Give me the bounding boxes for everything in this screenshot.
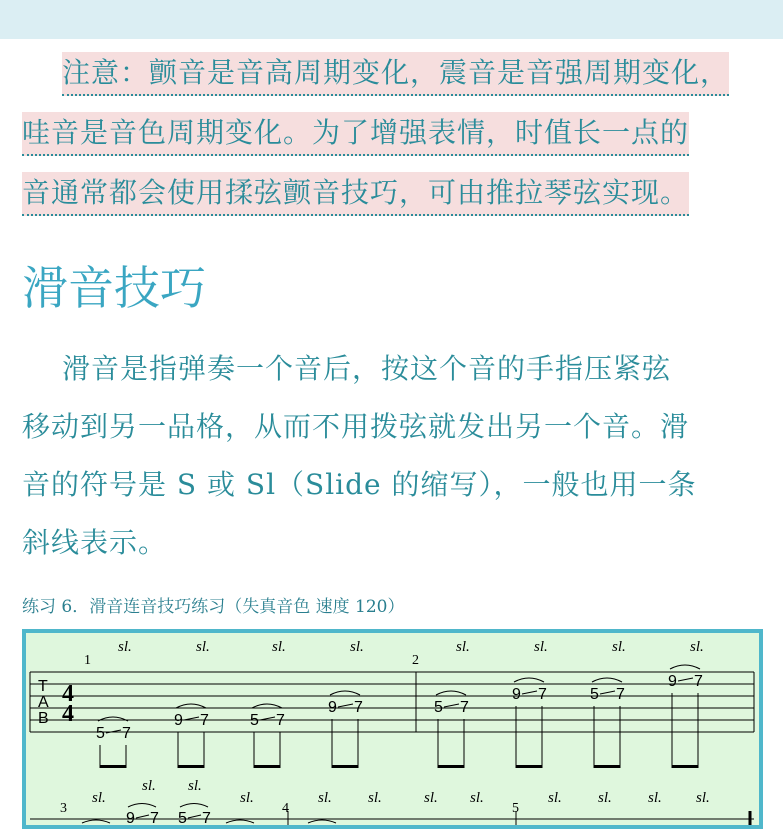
top-banner <box>0 0 783 39</box>
staff-lines-row-1 <box>30 672 754 732</box>
measure-number-4: 4 <box>282 801 289 816</box>
slur-arc <box>670 665 700 669</box>
slide-mark: sl. <box>350 639 364 655</box>
note-pair <box>590 639 626 768</box>
fret-number-from: 5 <box>250 712 259 729</box>
slide-mark: sl. <box>690 639 704 655</box>
slide-mark: sl. <box>368 790 382 806</box>
slide-mark: sl. <box>696 790 710 806</box>
fret-number-to: 7 <box>276 712 285 729</box>
fret-number-to: 7 <box>122 725 131 742</box>
fret-number-from: 9 <box>328 699 337 716</box>
slide-line <box>678 678 693 681</box>
fret-number-to: 7 <box>200 712 209 729</box>
note-line-1: 注意：颤音是音高周期变化，震音是音强周期变化， <box>62 52 729 96</box>
note-beam <box>254 765 280 768</box>
paragraph-line-1: 滑音是指弹奏一个音后，按这个音的手指压紧弦 <box>62 352 672 385</box>
fret-number-to: 7 <box>694 673 703 690</box>
slide-mark: sl. <box>240 790 254 806</box>
slide-mark: sl. <box>548 790 562 806</box>
measure-number-2: 2 <box>412 653 419 668</box>
slide-mark: sl. <box>92 790 106 806</box>
fret-number-from: 9 <box>668 673 677 690</box>
tablature-svg <box>26 633 759 825</box>
slide-mark: sl. <box>648 790 662 806</box>
slur-arc <box>592 678 622 682</box>
fret-number-from: 5 <box>96 725 105 742</box>
slur-arc <box>128 804 156 808</box>
fret-number-from: 9 <box>174 712 183 729</box>
fret-number-to: 7 <box>202 810 211 825</box>
slide-mark: sl. <box>142 778 156 794</box>
note-pair <box>512 639 548 768</box>
slide-line <box>522 691 537 694</box>
note-beam <box>332 765 358 768</box>
tab-letter-b: B <box>38 710 49 727</box>
slide-line <box>338 704 353 707</box>
slide-mark: sl. <box>470 790 484 806</box>
note-beam <box>594 765 620 768</box>
slide-mark: sl. <box>598 790 612 806</box>
slide-mark: sl. <box>534 639 548 655</box>
slide-mark: sl. <box>318 790 332 806</box>
note-line-3: 音通常都会使用揉弦颤音技巧，可由推拉琴弦实现。 <box>22 172 689 216</box>
note-beam <box>516 765 542 768</box>
slur-arc <box>252 704 282 708</box>
fret-number-from: 5 <box>178 810 187 825</box>
note-beam <box>178 765 204 768</box>
note-beam <box>672 765 698 768</box>
fret-number-to: 7 <box>354 699 363 716</box>
tab-letter-t: T <box>38 678 48 695</box>
note-pair <box>96 639 132 768</box>
row-2-notes <box>82 778 710 825</box>
section-title: 滑音技巧 <box>22 261 206 315</box>
slide-mark: sl. <box>612 639 626 655</box>
slide-line <box>188 815 201 818</box>
slur-arc <box>436 691 466 695</box>
slide-mark: sl. <box>456 639 470 655</box>
paragraph-line-4: 斜线表示。 <box>22 526 168 559</box>
tab-letter-a: A <box>38 694 49 711</box>
note-line-2: 哇音是音色周期变化。为了增强表情，时值长一点的 <box>22 112 689 156</box>
slur-arc <box>180 804 208 808</box>
fret-number-to: 7 <box>616 686 625 703</box>
tablature-figure <box>22 629 763 829</box>
fret-number-from: 5 <box>590 686 599 703</box>
exercise-caption: 练习 6．滑音连音技巧练习（失真音色 速度 120） <box>22 597 405 617</box>
slur-arc <box>176 704 206 708</box>
slide-mark: sl. <box>196 639 210 655</box>
slide-mark: sl. <box>424 790 438 806</box>
slide-line <box>600 691 615 694</box>
paragraph-line-2: 移动到另一品格，从而不用拨弦就发出另一个音。滑 <box>22 410 690 443</box>
time-signature-top: 4 <box>62 681 74 707</box>
note-pair <box>174 639 210 768</box>
slide-mark: sl. <box>188 778 202 794</box>
fret-number-from: 5 <box>434 699 443 716</box>
fret-number-to: 7 <box>538 686 547 703</box>
measure-number-1: 1 <box>84 653 91 668</box>
note-pair <box>668 639 704 768</box>
fret-number-from: 9 <box>512 686 521 703</box>
slide-mark: sl. <box>272 639 286 655</box>
measure-number-5: 5 <box>512 801 519 816</box>
staff-lines-row-2 <box>30 811 754 825</box>
note-pair <box>328 639 364 768</box>
time-signature-bottom: 4 <box>62 701 74 727</box>
fret-number-to: 7 <box>460 699 469 716</box>
slide-line <box>444 704 459 707</box>
measure-number-3: 3 <box>60 801 67 816</box>
fret-number-to: 7 <box>150 810 159 825</box>
slur-arc <box>514 678 544 682</box>
slide-line <box>136 815 149 818</box>
slur-arc <box>330 691 360 695</box>
note-pair <box>434 639 470 768</box>
row-1-notes <box>96 639 704 768</box>
note-pair <box>250 639 286 768</box>
note-beam <box>100 765 126 768</box>
fret-number-from: 9 <box>126 810 135 825</box>
note-beam <box>438 765 464 768</box>
slide-mark: sl. <box>118 639 132 655</box>
paragraph-line-3: 音的符号是 S 或 Sl（Slide 的缩写），一般也用一条 <box>22 468 697 501</box>
